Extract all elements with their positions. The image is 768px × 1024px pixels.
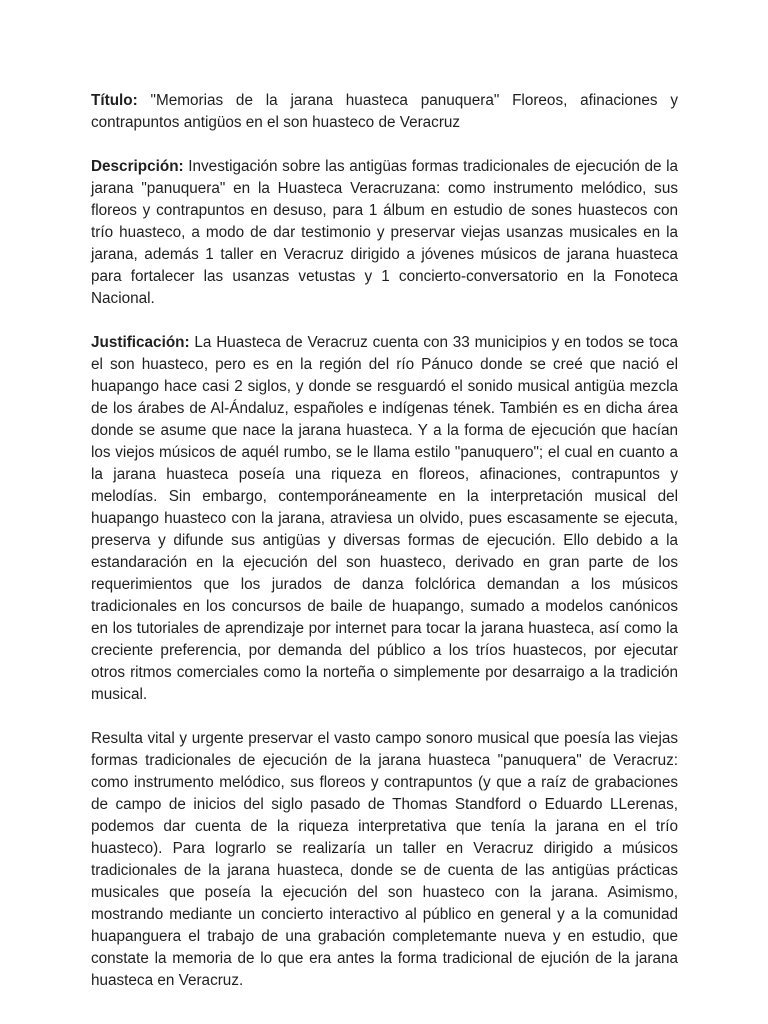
justification-label: Justificación: xyxy=(91,334,190,351)
title-label: Título: xyxy=(91,92,138,109)
conclusion-paragraph xyxy=(91,728,678,992)
description-paragraph xyxy=(91,156,678,310)
description-label: Descripción: xyxy=(91,158,184,175)
title-paragraph xyxy=(91,90,678,134)
justification-paragraph xyxy=(91,332,678,706)
description-text: Investigación sobre las antigüas formas tradicionales de ejecución de la jarana "panuquera" en la Huasteca Veracruzana: como instrumento melódico, sus floreos y contrapuntos en desuso, para 1 álbum en estudio de sones huastecos con trío huasteco, a modo de dar testimonio y preservar viejas usanzas musicales en la jarana, además 1 taller en Veracruz dirigido a jóvenes músicos de jarana huasteca para fortalecer las usanzas vetustas y 1 concierto-conversatorio en la Fonoteca Nacional. xyxy=(91,158,678,307)
justification-text: La Huasteca de Veracruz cuenta con 33 municipios y en todos se toca el son huasteco, pero es en la región del río Pánuco donde se creé que nació el huapango hace casi 2 siglos, y donde se resguardó el sonido musical antigüa mezcla de los árabes de Al-Ándaluz, españoles e indígenas tének. También es en dicha área donde se asume que nace la jarana huasteca. Y a la forma de ejecución que hacían los viejos músicos de aquél rumbo, se le llama estilo "panuquero"; el cual en cuanto a la jarana huasteca poseía una riqueza en floreos, afinaciones, contrapuntos y melodías. Sin embargo, contemporáneamente en la interpretación musical del huapango huasteco con la jarana, atraviesa un olvido, pues escasamente se ejecuta, preserva y difunde sus antigüas y diversas formas de ejecución. Ello debido a la estandaración en la ejecución del son huasteco, derivado en gran parte de los requerimientos que los jurados de danza folclórica demandan a los músicos tradicionales en los concursos de baile de huapango, sumado a modelos canónicos en los tutoriales de aprendizaje por internet para tocar la jarana huasteca, así como la creciente preferencia, por demanda del público a los tríos huastecos, por ejecutar otros ritmos comerciales como la norteña o simplemente por desarraigo a la tradición musical. xyxy=(91,334,678,703)
title-text: "Memorias de la jarana huasteca panuquera" Floreos, afinaciones y contrapuntos antigüos en el son huasteco de Veracruz xyxy=(91,92,678,131)
conclusion-text: Resulta vital y urgente preservar el vasto campo sonoro musical que poesía las viejas formas tradicionales de ejecución de la jarana huasteca "panuquera" de Veracruz: como instrumento melódico, sus floreos y contrapuntos (y que a raíz de grabaciones de campo de inicios del siglo pasado de Thomas Standford o Eduardo LLerenas, podemos dar cuenta de la riqueza interpretativa que tenía la jarana en el trío huasteco). Para lograrlo se realizaría un taller en Veracruz dirigido a músicos tradicionales de la jarana huasteca, donde se de cuenta de las antigüas prácticas musicales que poseía la ejecución del son huasteco con la jarana. Asimismo, mostrando mediante un concierto interactivo al público en general y a la comunidad huapanguera el trabajo de una grabación completemante nueva y en estudio, que constate la memoria de lo que era antes la forma tradicional de ejución de la jarana huasteca en Veracruz. xyxy=(91,730,678,989)
document-page xyxy=(91,90,678,1014)
